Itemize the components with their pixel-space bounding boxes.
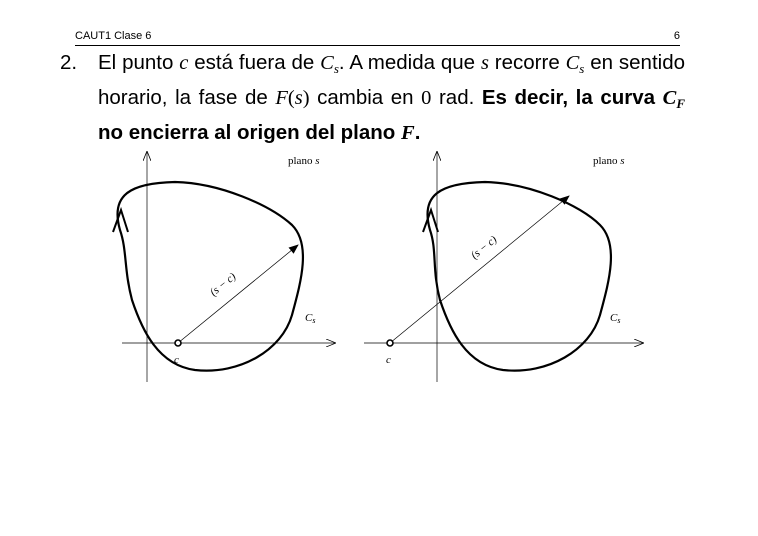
curve-subscript: F [676,96,685,111]
paren-right: ) [302,87,310,109]
curve-subscript: s [579,61,585,76]
item-number: 2. [60,51,78,74]
paren-left: ( [287,87,295,109]
text-run: rad. [431,86,482,109]
bold-run: no encierra al origen del plano [98,121,402,144]
contour-cs [117,182,302,371]
curve-subscript: s [333,61,339,76]
text-run: . A medida que [338,51,481,74]
var-F: F [401,122,415,144]
figure-right [364,152,643,382]
point-label: c [386,354,391,366]
text-run: en sentido horario, la fase de [98,51,686,109]
contour-cs [427,182,610,371]
plane-label: plano s [593,155,625,167]
plane-label: plano s [288,155,320,167]
text-run: cambia en [309,86,422,109]
curve-letter: C [565,52,580,74]
var-s: s [294,87,303,109]
vector-label: (s − c) [468,233,500,262]
point-c [175,340,181,346]
bold-run: Es decir, la curva [481,86,663,109]
curve-label: Cs [610,312,621,325]
num-zero: 0 [421,87,432,109]
var-s: s [480,52,489,74]
vector-s-minus-c [390,196,569,343]
page-number: 6 [673,30,680,42]
text-run: El punto [98,51,180,74]
point-c [387,340,393,346]
bold-run: . [414,121,421,144]
text-run: recorre [488,51,566,74]
curve-label: Cs [305,312,316,325]
vector-s-minus-c [178,245,298,343]
point-label: c [174,354,179,366]
var-c: c [179,52,189,74]
text-run: está fuera de [188,51,321,74]
curve-letter: C [320,52,334,74]
var-F: F [275,87,288,109]
course-title: CAUT1 Clase 6 [75,30,152,42]
vector-label: (s − c) [207,270,239,299]
figure-left [113,152,335,382]
curve-letter: C [662,87,677,109]
